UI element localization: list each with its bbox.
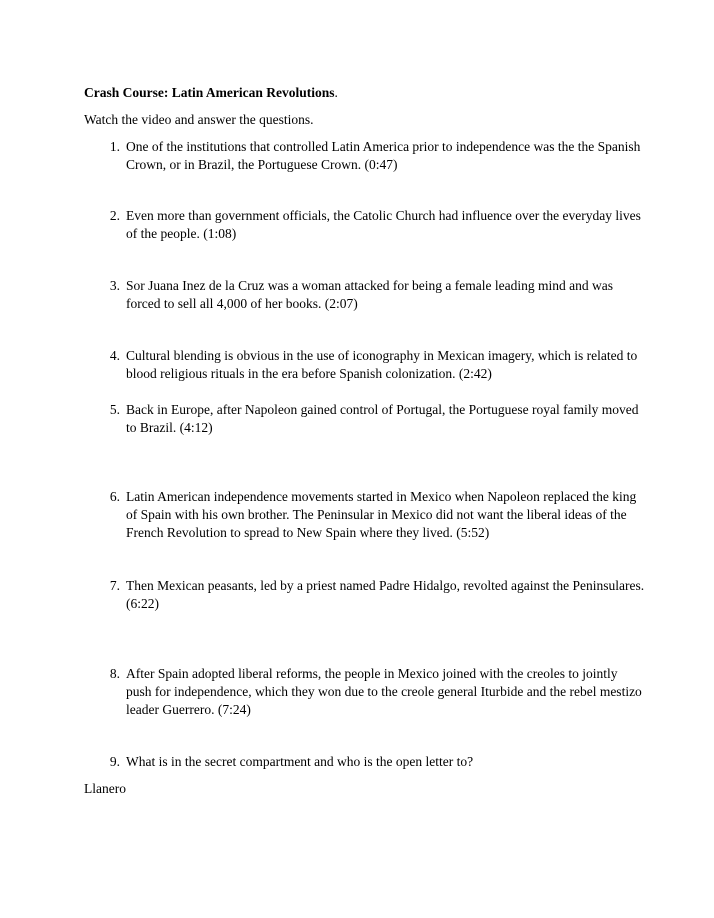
question-text: Cultural blending is obvious in the use of iconography in Mexican imagery, which is related to blood religious rituals in the era before Spanish colonization. (2:42) — [126, 348, 638, 381]
question-text: Back in Europe, after Napoleon gained control of Portugal, the Portuguese royal family moved to Brazil. (4:12) — [126, 402, 639, 435]
question-text: Sor Juana Inez de la Cruz was a woman attacked for being a female leading mind and was forced to sell all 4,000 of her books. (2:07) — [126, 278, 613, 311]
document-title — [84, 84, 338, 102]
question-number: 5. — [109, 402, 120, 417]
question-text: One of the institutions that controlled Latin America prior to independence was the the Spanish Crown, or in Brazil, the Portuguese Crown. (0:47) — [126, 139, 641, 172]
question-text: Even more than government officials, the Catolic Church had influence over the everyday lives of the people. (1:08) — [126, 208, 641, 241]
question-text: What is in the secret compartment and who is the open letter to? — [126, 754, 474, 769]
question-number: 6. — [109, 489, 120, 504]
question-text: Latin American independence movements started in Mexico when Napoleon replaced the king of Spain with his own brother. The Peninsular in Mexico did not want the liberal ideas of the French Revolution to spread to New Spain where they lived. (5:52) — [126, 489, 637, 540]
question-number: 8. — [109, 666, 120, 681]
question-number: 1. — [109, 139, 120, 154]
question-number: 3. — [109, 278, 120, 293]
question-number: 2. — [109, 208, 120, 223]
question-number: 9. — [109, 754, 120, 769]
question-text: Then Mexican peasants, led by a priest named Padre Hidalgo, revolted against the Peninsulares. (6:22) — [126, 578, 645, 611]
title-suffix: . — [334, 85, 338, 100]
question-number: 4. — [109, 348, 120, 363]
question-number: 7. — [109, 578, 120, 593]
instructions: Watch the video and answer the questions. — [84, 112, 314, 127]
question-text: After Spain adopted liberal reforms, the people in Mexico joined with the creoles to jointly push for independence, which they won due to the creole general Iturbide and the rebel mestizo leader Guerrero. (7:24) — [126, 666, 642, 717]
title-text: Crash Course: Latin American Revolutions — [84, 85, 335, 100]
footer-text: Llanero — [84, 781, 126, 796]
